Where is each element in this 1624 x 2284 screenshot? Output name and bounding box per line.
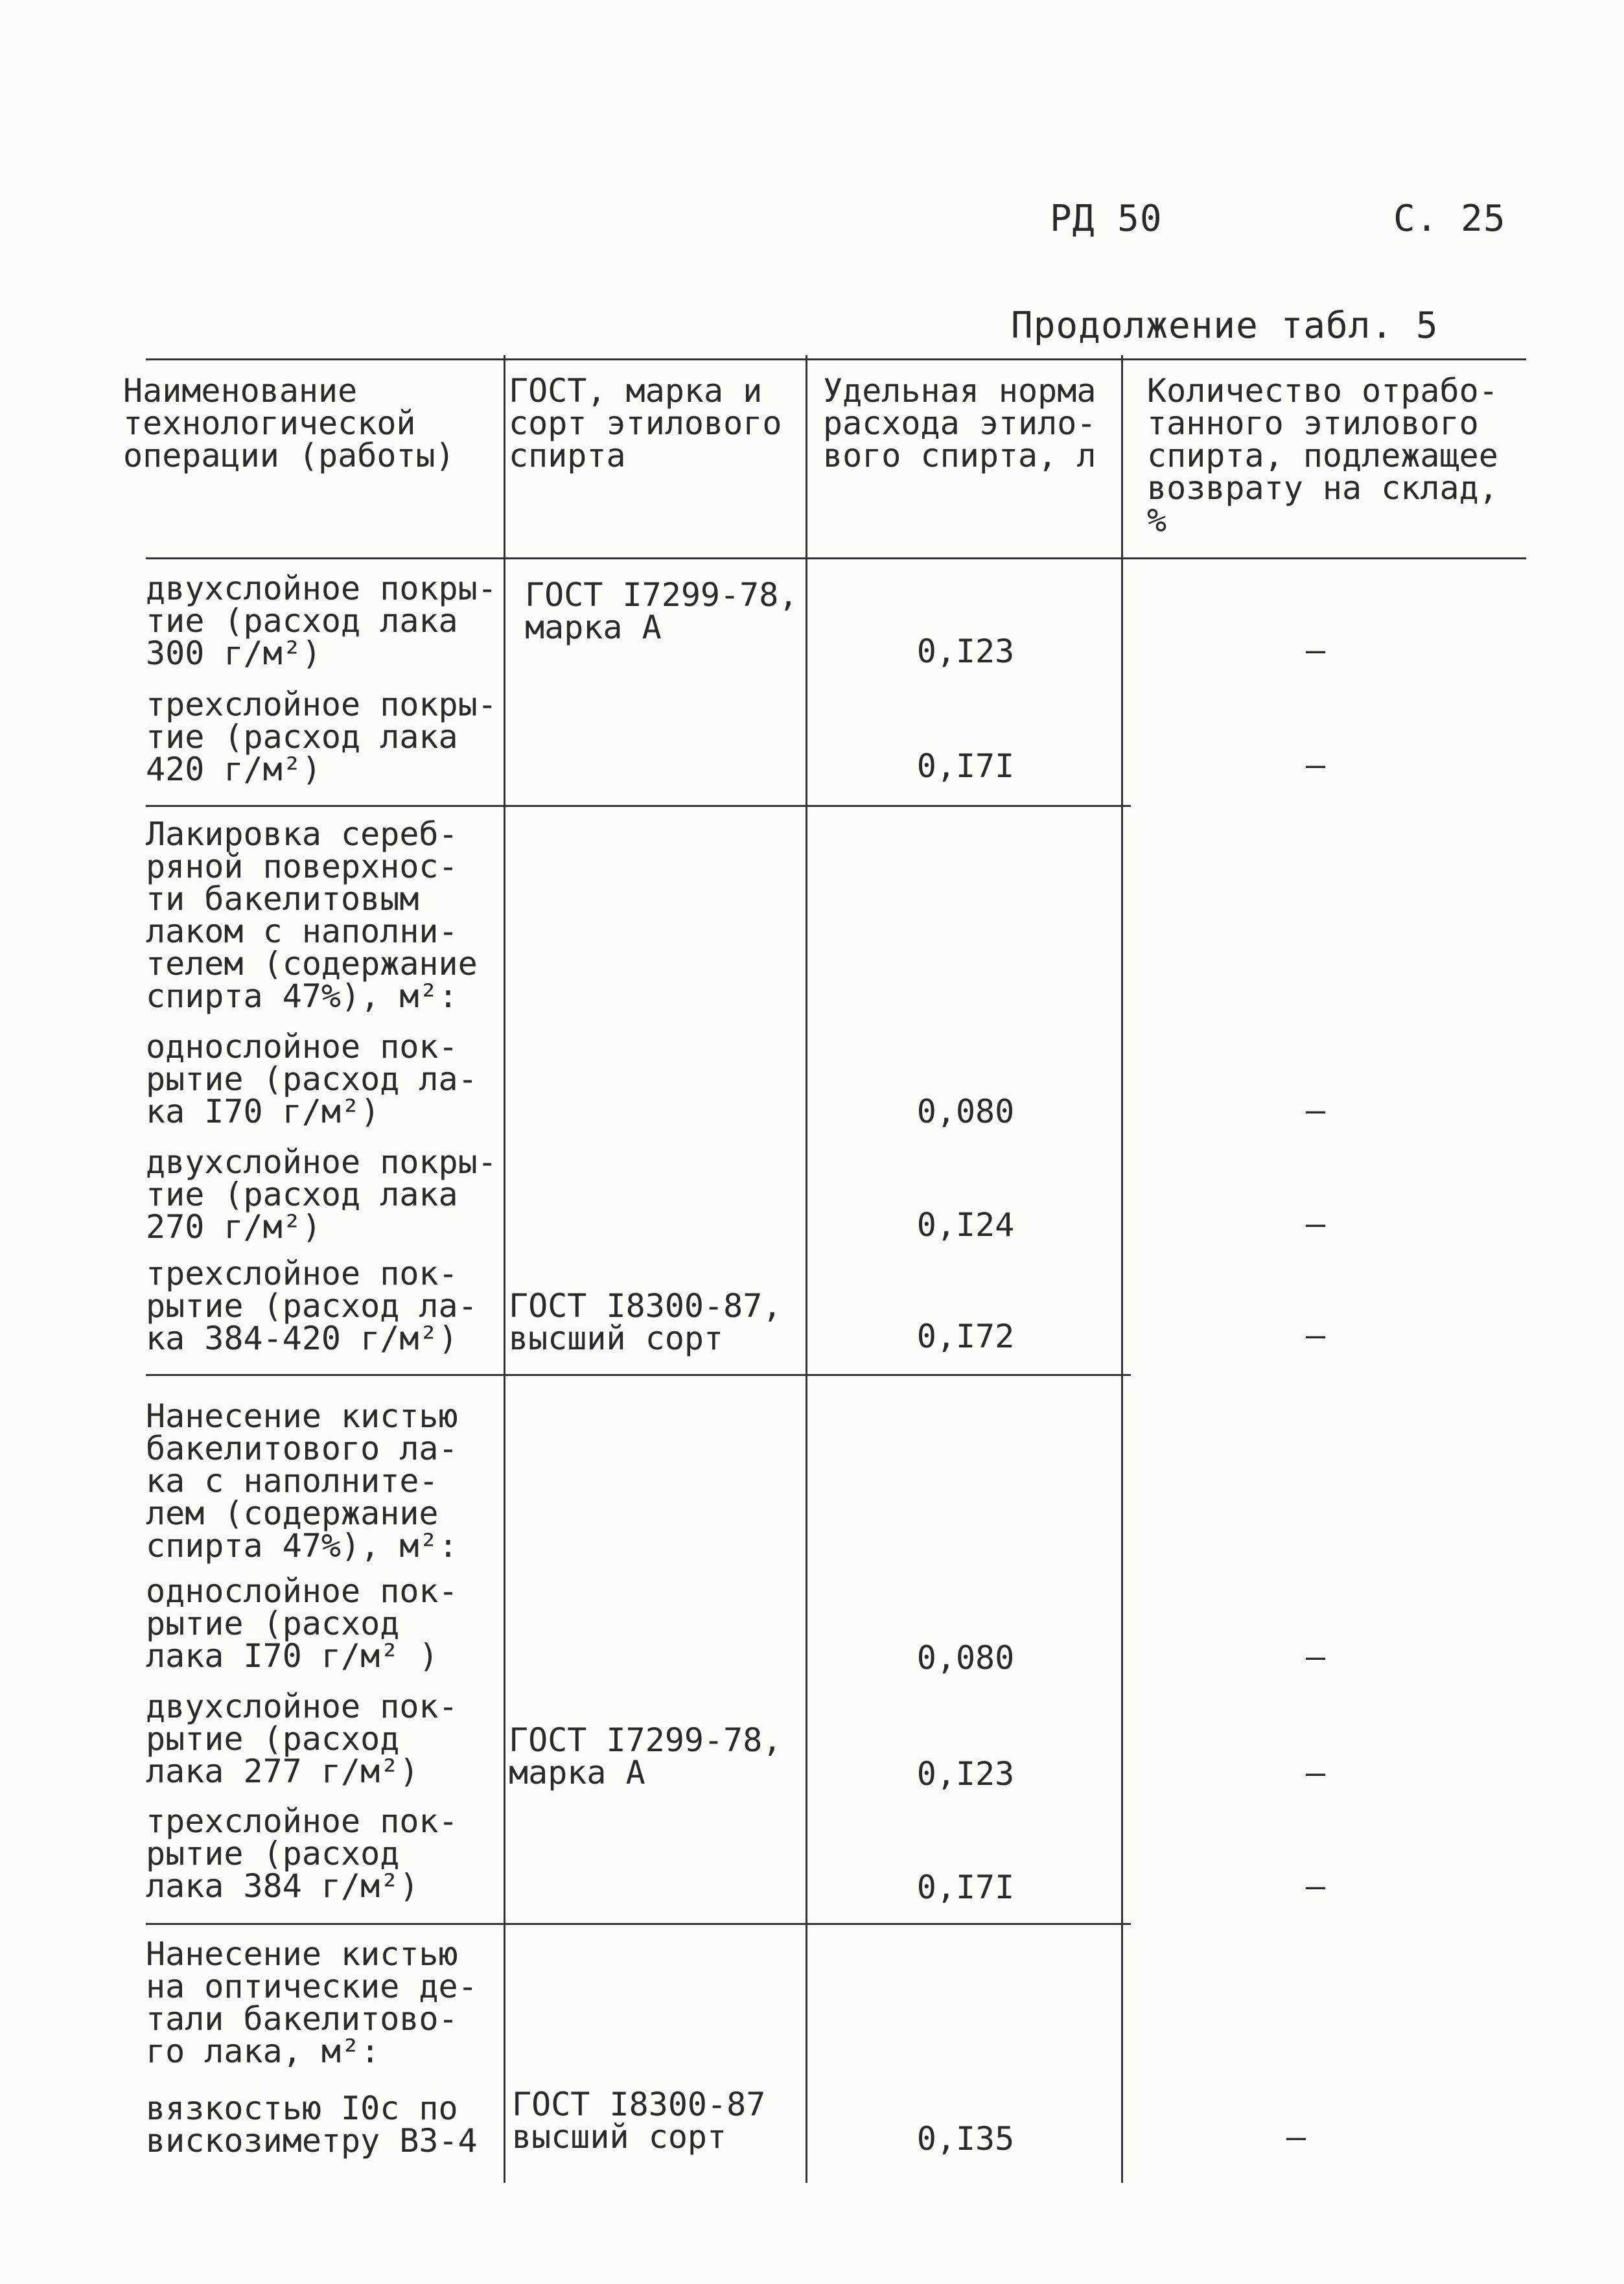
- table-row-norm: 0,I7I: [916, 1869, 1015, 1906]
- table-row-norm: 0,I24: [916, 1206, 1015, 1244]
- table-group-title: Нанесение кистью бакелитового ла- ка с наполните- лем (содержание спирта 47%), м²:: [146, 1397, 458, 1565]
- column-header-norm: Удельная норма расхода этило- вого спирта, л: [823, 372, 1096, 474]
- table-row-operation: трехслойное пок- рытие (расход лака 384 г/м²): [146, 1802, 458, 1905]
- group-rule-2: [146, 1374, 1131, 1376]
- table-row-norm: 0,I72: [916, 1318, 1015, 1355]
- group-rule-3: [146, 1923, 1131, 1925]
- table-group-title: Нанесение кистью на оптические де- тали бакелитово- го лака, м²:: [146, 1935, 478, 2070]
- table-row-operation: вязкостью I0с по вискозиметру ВЗ-4: [146, 2090, 478, 2160]
- table-row-operation: трехслойное пок- рытие (расход ла- ка 384-420 г/м²): [146, 1255, 478, 1357]
- table-row-return: —: [1286, 2118, 1306, 2156]
- table-row-operation: однослойное пок- рытие (расход лака I70 г/м² ): [146, 1572, 458, 1675]
- table-row-operation: однослойное пок- рытие (расход ла- ка I70 г/м²): [146, 1028, 478, 1130]
- document-code: РД 50: [1050, 198, 1163, 240]
- column-divider-3: [1121, 355, 1123, 2183]
- table-row-gost: ГОСТ I8300-87 высший сорт: [512, 2086, 766, 2156]
- table-group-title: Лакировка сереб- ряной поверхнос- ти бакелитовым лаком с наполни- телем (содержание спирта 47%), м²:: [146, 815, 478, 1015]
- column-header-gost: ГОСТ, марка и сорт этилового спирта: [509, 372, 782, 474]
- table-top-rule: [146, 358, 1526, 360]
- table-row-return: —: [1305, 1754, 1326, 1791]
- table-row-operation: двухслойное покры- тие (расход лака 300 г/м²): [146, 570, 497, 672]
- table-continuation-label: Продолжение табл. 5: [1011, 305, 1439, 347]
- table-row-gost: ГОСТ I7299-78, марка А: [525, 576, 798, 646]
- table-row-operation: двухслойное покры- тие (расход лака 270 г/м²): [146, 1143, 497, 1246]
- table-row-norm: 0,I23: [916, 1755, 1015, 1793]
- page-number: С. 25: [1393, 198, 1506, 240]
- table-row-norm: 0,I7I: [916, 747, 1015, 785]
- group-rule-1: [146, 805, 1131, 807]
- table-row-gost: ГОСТ I7299-78, марка А: [509, 1721, 782, 1791]
- column-header-return: Количество отрабо- танного этилового спирта, подлежащее возврату на склад, %: [1147, 372, 1498, 539]
- table-row-return: —: [1305, 1091, 1326, 1129]
- table-row-return: —: [1305, 1638, 1326, 1675]
- table-row-norm: 0,080: [916, 1093, 1015, 1130]
- table-row-operation: двухслойное пок- рытие (расход лака 277 г/м²): [146, 1688, 458, 1790]
- column-divider-2: [806, 355, 807, 2183]
- column-header-operation: Наименование технологической операции (работы): [123, 372, 455, 474]
- table-row-return: —: [1305, 631, 1326, 669]
- table-row-operation: трехслойное покры- тие (расход лака 420 г/м²): [146, 686, 497, 788]
- table-row-gost: ГОСТ I8300-87, высший сорт: [509, 1287, 782, 1357]
- table-row-norm: 0,I35: [916, 2120, 1015, 2158]
- table-row-norm: 0,I23: [916, 633, 1015, 670]
- column-divider-1: [504, 355, 505, 2183]
- table-row-return: —: [1305, 1316, 1326, 1354]
- table-row-return: —: [1305, 1867, 1326, 1905]
- table-row-return: —: [1305, 746, 1326, 784]
- table-row-return: —: [1305, 1205, 1326, 1242]
- header-bottom-rule: [146, 557, 1526, 559]
- table-row-norm: 0,080: [916, 1639, 1015, 1677]
